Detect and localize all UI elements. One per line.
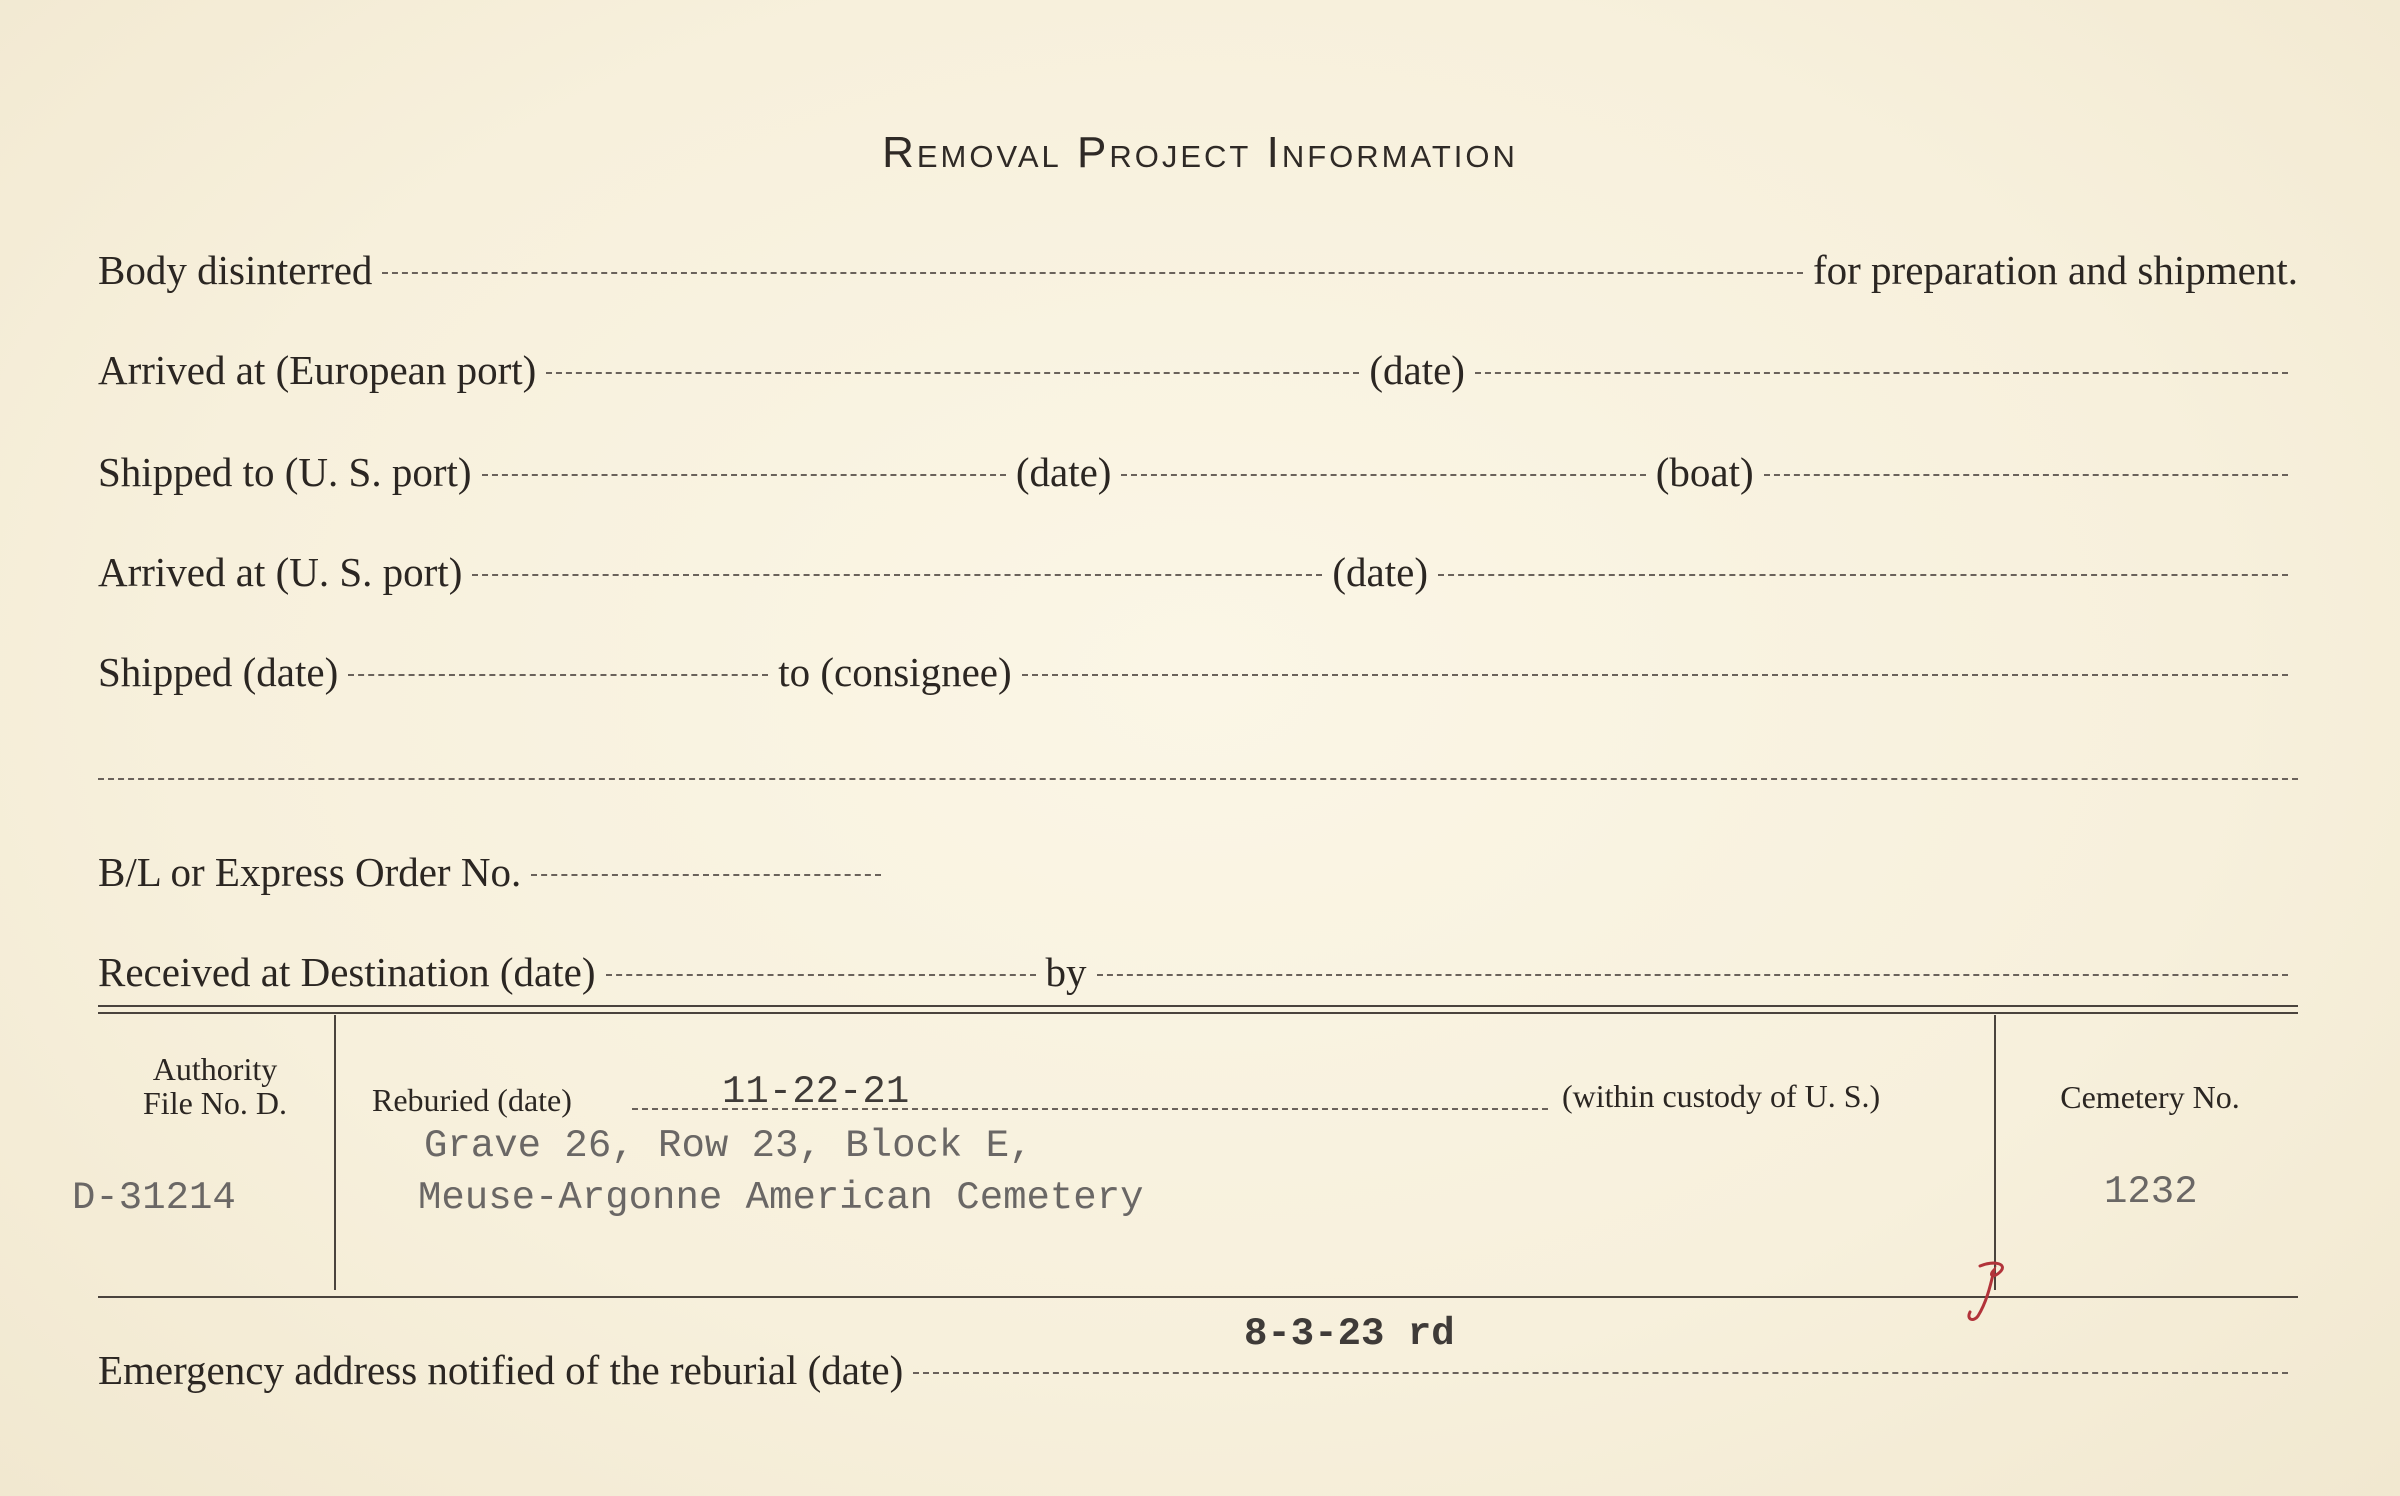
- boat-line: [1764, 474, 2288, 476]
- shipped-date-line: [348, 674, 768, 676]
- reburied-value: 11-22-21: [722, 1070, 910, 1114]
- body-disinterred-label: Body disinterred: [98, 247, 373, 293]
- arrived-us-port-row: [98, 548, 2298, 596]
- emergency-line: [913, 1372, 2288, 1374]
- authority-value: D-31214: [72, 1176, 236, 1220]
- shipped-date-label: Shipped (date): [98, 649, 339, 695]
- authority-label: [110, 1052, 320, 1120]
- arrived-european-date-label: (date): [1369, 347, 1465, 393]
- grave-line-1: Grave 26, Row 23, Block E,: [424, 1124, 1033, 1168]
- emergency-row: [98, 1346, 2298, 1394]
- arrived-european-row: [98, 346, 2298, 394]
- handwritten-initial-mark: [1960, 1258, 2020, 1328]
- cemetery-divider: [1994, 1015, 1996, 1290]
- to-consignee-label: to (consignee): [778, 649, 1012, 695]
- emergency-value: 8-3-23 rd: [1244, 1312, 1455, 1356]
- arrived-us-port-date-line: [1438, 574, 2288, 576]
- emergency-label: Emergency address notified of the reburial (date): [98, 1347, 904, 1393]
- shipped-us-port-date-label: (date): [1015, 449, 1112, 495]
- arrived-european-date-line: [1475, 372, 2288, 374]
- authority-divider: [334, 1015, 336, 1290]
- received-destination-label: Received at Destination (date): [98, 949, 596, 995]
- shipped-us-port-line: [482, 474, 1006, 476]
- shipped-us-port-row: [98, 448, 2298, 496]
- double-rule-top: [98, 1005, 2298, 1007]
- custody-label: (within custody of U. S.): [1562, 1078, 1881, 1114]
- authority-label-line2: File No. D.: [143, 1085, 287, 1121]
- arrived-us-port-line: [472, 574, 1322, 576]
- by-line: [1097, 974, 2289, 976]
- by-label: by: [1045, 949, 1087, 995]
- bl-order-label: B/L or Express Order No.: [98, 849, 522, 895]
- arrived-us-port-label: Arrived at (U. S. port): [98, 549, 463, 595]
- shipped-date-row: [98, 648, 2298, 696]
- arrived-us-port-date-label: (date): [1332, 549, 1428, 595]
- cemetery-value: 1232: [2104, 1170, 2198, 1214]
- consignee-continuation-line: [98, 778, 2298, 780]
- double-rule-bottom: [98, 1012, 2298, 1014]
- boat-label: (boat): [1655, 449, 1754, 495]
- grave-line-2: Meuse-Argonne American Cemetery: [418, 1176, 1144, 1220]
- arrived-european-label: Arrived at (European port): [98, 347, 537, 393]
- authority-label-line1: Authority: [152, 1051, 278, 1087]
- bl-order-line: [531, 874, 881, 876]
- shipped-us-port-label: Shipped to (U. S. port): [98, 449, 472, 495]
- received-destination-line: [606, 974, 1036, 976]
- received-destination-row: [98, 948, 2298, 996]
- card-title: Removal Project Information: [882, 128, 1518, 177]
- body-disinterred-line: [382, 272, 1803, 274]
- consignee-line: [1022, 674, 2288, 676]
- body-disinterred-row: [98, 246, 2298, 294]
- for-preparation-label: for preparation and shipment.: [1812, 247, 2298, 293]
- cemetery-label: Cemetery No.: [2060, 1079, 2240, 1115]
- shipped-us-port-date-line: [1121, 474, 1645, 476]
- arrived-european-line: [546, 372, 1359, 374]
- reburied-label: Reburied (date): [372, 1082, 572, 1118]
- bl-order-row: [98, 848, 2298, 896]
